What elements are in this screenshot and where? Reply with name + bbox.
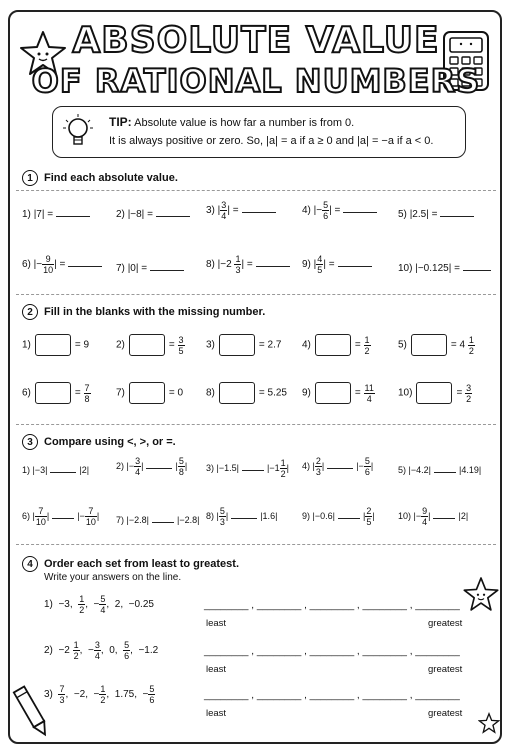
section-3-heading: 3 Compare using <, >, or =. — [22, 434, 176, 450]
problem: 10) |− $\frac{9}{4}$ | |2| — [398, 506, 469, 527]
problem: 5) |−4.2| |4.19| — [398, 462, 481, 475]
divider — [16, 424, 496, 425]
divider — [16, 544, 496, 545]
section-4-subtitle: Write your answers on the line. — [44, 572, 182, 583]
answer-box[interactable] — [315, 334, 351, 356]
problem: 1) |7| = — [22, 206, 93, 220]
problem: 2) |−8| = — [116, 206, 193, 220]
problem: 9) |−0.6| | $\frac{2}{5}$ | — [302, 506, 375, 527]
problem: 2) |− $\frac{3}{4}$ | | $\frac{5}{8}$ | — [116, 456, 188, 477]
lightbulb-icon — [63, 113, 93, 153]
problem: 3) = 2.7 — [206, 334, 281, 356]
section-title: Find each absolute value. — [44, 171, 178, 184]
title-line-1: ABSOLUTE VALUE — [72, 20, 440, 61]
answer-line-3[interactable]: ________ , ________ , ________ , ________ , ________ — [204, 690, 460, 701]
answer-line-1[interactable]: ________ , ________ , ________ , ________ , ________ — [204, 600, 460, 611]
tip-line-1 — [109, 115, 354, 129]
answer-box[interactable] — [315, 382, 351, 404]
least-label: least — [206, 618, 227, 629]
problem: 4) | $\frac{2}{3}$ | |− $\frac{5}{6}$ | — [302, 456, 374, 477]
order-set-3: 3) $\frac{7}{3}$ , −2, − $\frac{1}{2}$ , 1.75, − $\frac{5}{6}$ — [44, 684, 155, 705]
answer-box[interactable] — [129, 382, 165, 404]
tip-label: TIP: — [109, 115, 132, 129]
problem: 5) |2.5| = — [398, 206, 477, 220]
answer-box[interactable] — [35, 334, 71, 356]
problem: 8) = 5.25 — [206, 382, 287, 404]
title-line-2: OF RATIONAL NUMBERS — [31, 62, 481, 100]
least-label: least — [206, 664, 227, 675]
answer-box[interactable] — [129, 334, 165, 356]
answer-box[interactable] — [416, 382, 452, 404]
problem: 8) | $\frac{5}{3}$ | |1.6| — [206, 506, 278, 527]
answer-box[interactable] — [219, 334, 255, 356]
problem: 7) = 0 — [116, 382, 183, 404]
greatest-label: greatest — [428, 664, 463, 675]
section-2-heading: 2 Fill in the blanks with the missing number. — [22, 304, 265, 320]
least-label: least — [206, 708, 227, 719]
problem: 1) |−3| |2| — [22, 462, 89, 475]
order-set-2: 2) −2 $\frac{1}{2}$ , − $\frac{3}{4}$ , 0, $\frac{5}{6}$ , −1.2 — [44, 640, 159, 661]
section-number: 1 — [22, 170, 38, 186]
problem: 8) |−2 $\frac{1}{3}$ | = — [206, 254, 293, 275]
problem: 1) = 9 — [22, 334, 89, 356]
problem: 9) = $\frac{11}{4}$ — [302, 382, 374, 404]
tip-box — [52, 106, 466, 158]
greatest-label: greatest — [428, 618, 463, 629]
answer-box[interactable] — [219, 382, 255, 404]
divider — [16, 294, 496, 295]
answer-line-2[interactable]: ________ , ________ , ________ , ________ , ________ — [204, 646, 460, 657]
problem: 4) = $\frac{1}{2}$ — [302, 334, 370, 356]
problem: 7) |0| = — [116, 260, 187, 274]
problem: 3) | $\frac{3}{4}$ | = — [206, 200, 279, 221]
problem: 6) = $\frac{7}{8}$ — [22, 382, 90, 404]
order-set-1: 1) −3, $\frac{1}{2}$ , − $\frac{5}{4}$ , 2, −0.25 — [44, 594, 154, 615]
tip-text-1: Absolute value is how far a number is from 0. — [134, 117, 355, 129]
problem: 6) |− $\frac{9}{10}$ | = — [22, 254, 105, 275]
section-1-heading — [22, 170, 178, 186]
star-icon — [462, 576, 500, 612]
problem: 5) = 4 $\frac{1}{2}$ — [398, 334, 474, 356]
greatest-label: greatest — [428, 708, 463, 719]
problem: 10) |−0.125| = — [398, 260, 494, 274]
problem: 4) |− $\frac{5}{6}$ | = — [302, 200, 380, 221]
problem: 2) = $\frac{3}{5}$ — [116, 334, 184, 356]
star-icon — [478, 712, 500, 734]
section-4-heading: 4 Order each set from least to greatest. — [22, 556, 239, 572]
problem: 7) |−2.8| |−2.8| — [116, 512, 199, 525]
problem: 6) | $\frac{7}{10}$ | |− $\frac{7}{10}$ | — [22, 506, 100, 527]
problem: 3) |−1.5| |−1 $\frac{1}{2}$ | — [206, 458, 289, 479]
divider — [16, 190, 496, 191]
tip-line-2: It is always positive or zero. So, |a| = a if a ≥ 0 and |a| = −a if a < 0. — [109, 135, 434, 147]
problem: 9) | $\frac{4}{5}$ | = — [302, 254, 375, 275]
answer-box[interactable] — [35, 382, 71, 404]
answer-box[interactable] — [411, 334, 447, 356]
problem: 10) = $\frac{3}{2}$ — [398, 382, 472, 404]
